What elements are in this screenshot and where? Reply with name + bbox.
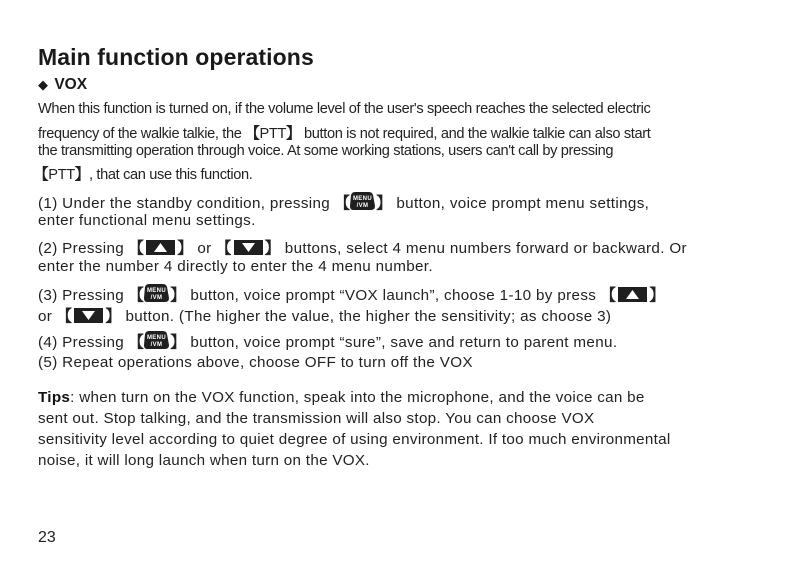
step-5-line-1: (5) Repeat operations above, choose OFF to turn off the VOX (38, 354, 473, 371)
ptt-key-label-2: PTT (48, 167, 75, 183)
step-1-line-2: enter functional menu settings. (38, 212, 256, 229)
svg-text:/VM: /VM (356, 203, 369, 209)
page-number: 23 (38, 529, 56, 546)
step-2-line-1: (2) Pressing 【 】 or 【 】 buttons, select 4 menu numbers forward or backward. Or (38, 240, 687, 257)
section-heading (38, 76, 87, 94)
page-title: Main function operations (38, 44, 314, 70)
step-3-line-1: (3) Pressing 【 MENU /VM 】 button, voice prompt “VOX launch”, choose 1-10 by press 【 】 (38, 283, 665, 307)
intro-line-4: 【PTT】, that can use this function. (34, 167, 253, 183)
tips-line-3: sensitivity level according to quiet degree of using environment. If too much environmental (38, 431, 671, 448)
up-arrow-key-icon (146, 240, 175, 255)
svg-text:/VM: /VM (150, 295, 163, 301)
down-arrow-key-icon (234, 240, 263, 255)
svg-text:MENU: MENU (147, 335, 167, 341)
tips-line-4: noise, it will long launch when turn on the VOX. (38, 452, 370, 469)
menu-key-icon (144, 330, 170, 354)
step-2-line-2: enter the number 4 directly to enter the 4 menu number. (38, 258, 433, 275)
up-arrow-key-icon (618, 287, 647, 302)
step-3-line-2: or 【 】 button. (The higher the value, the higher the sensitivity; as choose 3) (38, 308, 612, 325)
section-heading-label: VOX (54, 76, 88, 93)
menu-key-icon (144, 283, 170, 307)
tips-line-1: Tips: when turn on the VOX function, speak into the microphone, and the voice can be (38, 389, 645, 406)
diamond-bullet-icon: ◆ (38, 77, 48, 92)
step-1-line-1: (1) Under the standby condition, pressing 【 MENU /VM 】 button, voice prompt menu settings, (38, 191, 649, 215)
svg-text:MENU: MENU (353, 196, 373, 202)
intro-line-1: When this function is turned on, if the volume level of the user's speech reaches the selected electric (38, 101, 651, 117)
intro-line-3: the transmitting operation through voice. At some working stations, users can't call by pressing (38, 143, 614, 159)
menu-key-icon (350, 191, 376, 215)
intro-line-2: frequency of the walkie talkie, the 【PTT】 button is not required, and the walkie talkie can also start (38, 126, 651, 142)
svg-text:/VM: /VM (150, 342, 163, 348)
svg-text:MENU: MENU (147, 288, 167, 294)
tips-label: Tips (38, 389, 71, 406)
ptt-key-label: PTT (259, 126, 287, 142)
step-4-line-1: (4) Pressing 【 MENU /VM 】 button, voice prompt “sure”, save and return to parent menu. (38, 330, 617, 354)
down-arrow-key-icon (74, 308, 103, 323)
tips-line-2: sent out. Stop talking, and the transmission will also stop. You can choose VOX (38, 410, 595, 427)
